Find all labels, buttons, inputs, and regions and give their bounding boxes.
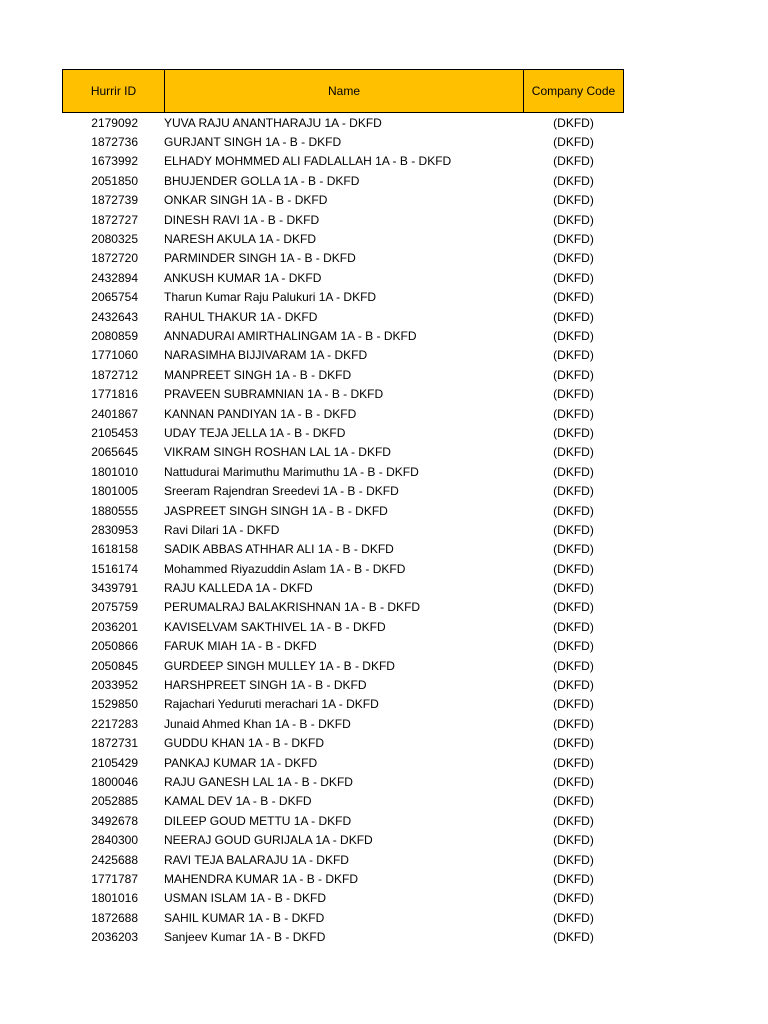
table-body [62,113,624,947]
table-row [62,753,624,772]
table-row [62,889,624,908]
cell-name[interactable]: PRAVEEN SUBRAMNIAN 1A - B - DKFD [164,387,384,402]
table-row [62,423,624,442]
table-row [62,462,624,481]
cell-name[interactable]: BHUJENDER GOLLA 1A - B - DKFD [164,173,360,188]
cell-name[interactable]: ONKAR SINGH 1A - B - DKFD [164,193,328,208]
table-row [62,249,624,268]
cell-company-code[interactable]: (DKFD) [553,309,594,324]
cell-hurrir-id[interactable]: 2050845 [91,658,138,673]
table-row [62,268,624,287]
table-header [62,69,624,113]
cell-hurrir-id[interactable]: 2050866 [91,639,138,654]
cell-company-code[interactable]: (DKFD) [553,193,594,208]
table-row [62,365,624,384]
cell-name[interactable]: KAMAL DEV 1A - B - DKFD [164,794,312,809]
cell-company-code[interactable]: (DKFD) [553,561,594,576]
cell-company-code[interactable]: (DKFD) [553,755,594,770]
cell-hurrir-id[interactable]: 2105429 [91,755,138,770]
cell-company-code[interactable]: (DKFD) [553,678,594,693]
table-row [62,152,624,171]
cell-company-code[interactable]: (DKFD) [553,445,594,460]
cell-company-code[interactable]: (DKFD) [553,328,594,343]
cell-hurrir-id[interactable]: 2033952 [91,678,138,693]
table-row [62,501,624,520]
cell-company-code[interactable]: (DKFD) [553,871,594,886]
cell-company-code[interactable]: (DKFD) [553,290,594,305]
column-header-hurrir-id[interactable]: Hurrir ID [63,70,165,112]
cell-name[interactable]: RAVI TEJA BALARAJU 1A - DKFD [164,852,349,867]
cell-company-code[interactable]: (DKFD) [553,910,594,925]
cell-name[interactable]: RAJU KALLEDA 1A - DKFD [164,581,313,596]
cell-hurrir-id[interactable]: 3492678 [91,813,138,828]
table-row [62,326,624,345]
cell-name[interactable]: PERUMALRAJ BALAKRISHNAN 1A - B - DKFD [164,600,421,615]
table-row [62,869,624,888]
cell-company-code[interactable]: (DKFD) [553,619,594,634]
cell-name[interactable]: SAHIL KUMAR 1A - B - DKFD [164,910,325,925]
cell-company-code[interactable]: (DKFD) [553,503,594,518]
cell-company-code[interactable]: (DKFD) [553,833,594,848]
cell-company-code[interactable]: (DKFD) [553,581,594,596]
cell-company-code[interactable]: (DKFD) [553,154,594,169]
cell-hurrir-id[interactable]: 1673992 [91,154,138,169]
cell-hurrir-id[interactable]: 1872712 [91,367,138,382]
table-row [62,171,624,190]
cell-company-code[interactable]: (DKFD) [553,212,594,227]
table-row [62,792,624,811]
cell-name[interactable]: GUDDU KHAN 1A - B - DKFD [164,736,325,751]
cell-name[interactable]: RAJU GANESH LAL 1A - B - DKFD [164,774,353,789]
table-row [62,481,624,500]
cell-name[interactable]: Tharun Kumar Raju Palukuri 1A - DKFD [164,290,377,305]
cell-name[interactable]: SADIK ABBAS ATHHAR ALI 1A - B - DKFD [164,542,394,557]
table-row [62,113,624,132]
cell-hurrir-id[interactable]: 1880555 [91,503,138,518]
table-row [62,675,624,694]
table-row [62,404,624,423]
cell-name[interactable]: Nattudurai Marimuthu Marimuthu 1A - B - DKFD [164,464,419,479]
cell-company-code[interactable]: (DKFD) [553,232,594,247]
cell-company-code[interactable]: (DKFD) [553,367,594,382]
cell-hurrir-id[interactable]: 3439791 [91,581,138,596]
cell-company-code[interactable]: (DKFD) [553,251,594,266]
cell-name[interactable]: MANPREET SINGH 1A - B - DKFD [164,367,352,382]
cell-company-code[interactable]: (DKFD) [553,115,594,130]
table-row [62,229,624,248]
cell-hurrir-id[interactable]: 1872736 [91,135,138,150]
cell-name[interactable]: RAHUL THAKUR 1A - DKFD [164,309,318,324]
cell-name[interactable]: UDAY TEJA JELLA 1A - B - DKFD [164,425,346,440]
cell-company-code[interactable]: (DKFD) [553,794,594,809]
table-row [62,637,624,656]
cell-hurrir-id[interactable]: 2432643 [91,309,138,324]
cell-hurrir-id[interactable]: 1872688 [91,910,138,925]
cell-hurrir-id[interactable]: 2075759 [91,600,138,615]
cell-hurrir-id[interactable]: 2217283 [91,716,138,731]
cell-hurrir-id[interactable]: 2830953 [91,522,138,537]
table-row [62,695,624,714]
cell-company-code[interactable]: (DKFD) [553,736,594,751]
cell-company-code[interactable]: (DKFD) [553,464,594,479]
cell-company-code[interactable]: (DKFD) [553,135,594,150]
table-row [62,850,624,869]
cell-name[interactable]: FARUK MIAH 1A - B - DKFD [164,639,317,654]
cell-company-code[interactable]: (DKFD) [553,522,594,537]
cell-hurrir-id[interactable]: 1516174 [91,561,138,576]
table-row [62,191,624,210]
cell-name[interactable]: PANKAJ KUMAR 1A - DKFD [164,755,318,770]
table-row [62,578,624,597]
table-row [62,617,624,636]
cell-name[interactable]: MAHENDRA KUMAR 1A - B - DKFD [164,871,359,886]
cell-name[interactable]: DINESH RAVI 1A - B - DKFD [164,212,320,227]
cell-name[interactable]: DILEEP GOUD METTU 1A - DKFD [164,813,352,828]
cell-name[interactable]: KANNAN PANDIYAN 1A - B - DKFD [164,406,357,421]
cell-name[interactable]: NARESH AKULA 1A - DKFD [164,232,317,247]
cell-name[interactable]: Mohammed Riyazuddin Aslam 1A - B - DKFD [164,561,406,576]
cell-name[interactable]: GURDEEP SINGH MULLEY 1A - B - DKFD [164,658,395,673]
table-row [62,830,624,849]
cell-hurrir-id[interactable]: 2425688 [91,852,138,867]
cell-name[interactable]: USMAN ISLAM 1A - B - DKFD [164,891,327,906]
cell-hurrir-id[interactable]: 2105453 [91,425,138,440]
cell-company-code[interactable]: (DKFD) [553,600,594,615]
cell-company-code[interactable]: (DKFD) [553,697,594,712]
table-row [62,540,624,559]
cell-name[interactable]: PARMINDER SINGH 1A - B - DKFD [164,251,356,266]
cell-hurrir-id[interactable]: 1872739 [91,193,138,208]
table-row [62,443,624,462]
cell-company-code[interactable]: (DKFD) [553,774,594,789]
cell-hurrir-id[interactable]: 2065754 [91,290,138,305]
cell-hurrir-id[interactable]: 1771060 [91,348,138,363]
column-header-name[interactable]: Name [165,70,524,112]
cell-hurrir-id[interactable]: 1801016 [91,891,138,906]
table-row [62,927,624,946]
cell-company-code[interactable]: (DKFD) [553,387,594,402]
cell-hurrir-id[interactable]: 2432894 [91,270,138,285]
cell-name[interactable]: Junaid Ahmed Khan 1A - B - DKFD [164,716,351,731]
cell-company-code[interactable]: (DKFD) [553,813,594,828]
cell-hurrir-id[interactable]: 2052885 [91,794,138,809]
cell-company-code[interactable]: (DKFD) [553,348,594,363]
spreadsheet-table [62,69,624,947]
table-row [62,520,624,539]
cell-name[interactable]: Sanjeev Kumar 1A - B - DKFD [164,930,326,945]
cell-hurrir-id[interactable]: 1872720 [91,251,138,266]
table-row [62,210,624,229]
cell-hurrir-id[interactable]: 2401867 [91,406,138,421]
cell-name[interactable]: Rajachari Yeduruti merachari 1A - DKFD [164,697,379,712]
cell-name[interactable]: NEERAJ GOUD GURIJALA 1A - DKFD [164,833,373,848]
cell-company-code[interactable]: (DKFD) [553,891,594,906]
cell-company-code[interactable]: (DKFD) [553,484,594,499]
cell-hurrir-id[interactable]: 2036201 [91,619,138,634]
table-row [62,132,624,151]
cell-company-code[interactable]: (DKFD) [553,658,594,673]
table-row [62,559,624,578]
cell-company-code[interactable]: (DKFD) [553,930,594,945]
cell-hurrir-id[interactable]: 1801010 [91,464,138,479]
cell-company-code[interactable]: (DKFD) [553,173,594,188]
cell-name[interactable]: KAVISELVAM SAKTHIVEL 1A - B - DKFD [164,619,386,634]
cell-company-code[interactable]: (DKFD) [553,716,594,731]
table-row [62,734,624,753]
cell-hurrir-id[interactable]: 1771816 [91,387,138,402]
cell-hurrir-id[interactable]: 1529850 [91,697,138,712]
table-row [62,656,624,675]
cell-hurrir-id[interactable]: 1771787 [91,871,138,886]
cell-hurrir-id[interactable]: 1801005 [91,484,138,499]
cell-hurrir-id[interactable]: 1618158 [91,542,138,557]
table-row [62,714,624,733]
cell-name[interactable]: NARASIMHA BIJJIVARAM 1A - DKFD [164,348,368,363]
cell-company-code[interactable]: (DKFD) [553,425,594,440]
table-row [62,307,624,326]
cell-hurrir-id[interactable]: 1800046 [91,774,138,789]
cell-hurrir-id[interactable]: 2179092 [91,115,138,130]
cell-name[interactable]: JASPREET SINGH SINGH 1A - B - DKFD [164,503,388,518]
cell-hurrir-id[interactable]: 2065645 [91,445,138,460]
cell-name[interactable]: ANNADURAI AMIRTHALINGAM 1A - B - DKFD [164,328,417,343]
table-row [62,346,624,365]
table-row [62,384,624,403]
cell-hurrir-id[interactable]: 2036203 [91,930,138,945]
cell-name[interactable]: Ravi Dilari 1A - DKFD [164,522,280,537]
table-row [62,811,624,830]
table-row [62,772,624,791]
cell-company-code[interactable]: (DKFD) [553,270,594,285]
cell-name[interactable]: VIKRAM SINGH ROSHAN LAL 1A - DKFD [164,445,391,460]
cell-name[interactable]: ANKUSH KUMAR 1A - DKFD [164,270,322,285]
cell-name[interactable]: YUVA RAJU ANANTHARAJU 1A - DKFD [164,115,382,130]
cell-name[interactable]: ELHADY MOHMMED ALI FADLALLAH 1A - B - DKFD [164,154,452,169]
cell-name[interactable]: HARSHPREET SINGH 1A - B - DKFD [164,678,367,693]
cell-hurrir-id[interactable]: 1872727 [91,212,138,227]
cell-hurrir-id[interactable]: 2080859 [91,328,138,343]
cell-name[interactable]: Sreeram Rajendran Sreedevi 1A - B - DKFD [164,484,399,499]
cell-hurrir-id[interactable]: 2080325 [91,232,138,247]
table-row [62,908,624,927]
cell-name[interactable]: GURJANT SINGH 1A - B - DKFD [164,135,342,150]
cell-company-code[interactable]: (DKFD) [553,852,594,867]
table-row [62,598,624,617]
cell-hurrir-id[interactable]: 1872731 [91,736,138,751]
cell-company-code[interactable]: (DKFD) [553,639,594,654]
cell-hurrir-id[interactable]: 2840300 [91,833,138,848]
cell-company-code[interactable]: (DKFD) [553,406,594,421]
cell-hurrir-id[interactable]: 2051850 [91,173,138,188]
column-header-company-code[interactable]: Company Code [531,84,616,98]
table-row [62,288,624,307]
cell-company-code[interactable]: (DKFD) [553,542,594,557]
